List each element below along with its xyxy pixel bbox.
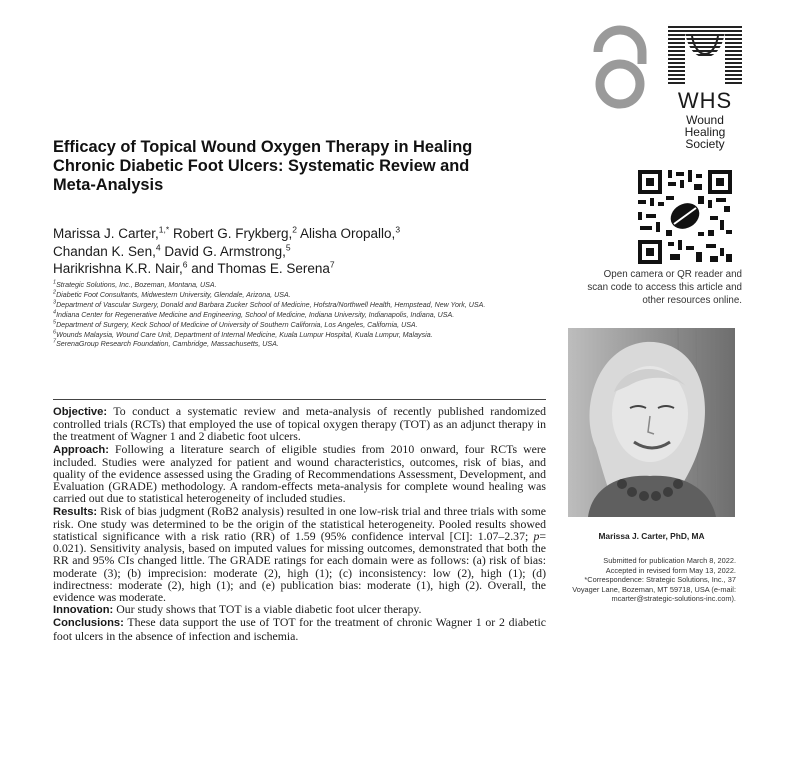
author-name[interactable]: Thomas E. Serena — [217, 261, 330, 276]
author-affiliation-marker: 5 — [285, 242, 291, 252]
accepted-date: Accepted in revised form May 13, 2022. — [605, 565, 736, 575]
affiliation-item: $^5$Department of Surgery, Keck School of Medicine of University of Southern California, Los Angeles, California, USA. — [53, 319, 418, 329]
author-list — [53, 225, 523, 278]
author-name[interactable]: Marissa J. Carter, — [53, 226, 159, 241]
affiliations — [53, 281, 545, 350]
whs-logo-letters: WHS — [677, 88, 733, 113]
affiliation-item: $^3$Department of Vascular Surgery, Donald and Barbara Zucker School of Medicine, Hofstra/Northwell Health, Hempstead, New York, USA. — [53, 299, 486, 309]
abstract-conclusions: Conclusions: These data support the use of TOT for the treatment of chronic Wagner 1 or 2 diabetic foot ulcers in the absence of infection and ischemia. — [53, 615, 546, 643]
author-name[interactable]: Chandan K. Sen, — [53, 243, 156, 259]
photo-caption: Marissa J. Carter, PhD, MA — [598, 531, 705, 541]
whs-emblem-icon — [668, 26, 742, 88]
whs-logo — [668, 26, 742, 151]
qr-caption: Open camera or QR reader and scan code to access this article and other resources online. — [587, 269, 742, 306]
whs-logo-word: Society — [685, 137, 725, 151]
abstract-innovation: Innovation: Our study shows that TOT is a viable diabetic foot ulcer therapy. — [53, 602, 422, 617]
whs-logo-word: Healing — [684, 125, 726, 139]
article-title: Efficacy of Topical Wound Oxygen Therapy in Healing Chronic Diabetic Foot Ulcers: Systematic Review and Meta-Analysis — [53, 138, 473, 194]
qr-code[interactable] — [636, 168, 734, 266]
open-access-icon — [588, 22, 656, 110]
author-affiliation-marker: 1,* — [158, 224, 170, 235]
abstract — [53, 405, 546, 642]
abstract-objective: Objective: To conduct a systematic review and meta-analysis of recently published randomized controlled trials (RCTs) that employed the use of topical oxygen therapy (TOT) as an adjunct therapy in the treatment of Wagner 1 and 2 diabetic foot ulcers. — [53, 404, 546, 444]
author-affiliation-marker: 2 — [292, 224, 297, 235]
affiliation-item: $^1$Strategic Solutions, Inc., Bozeman, Montana, USA. — [53, 279, 217, 289]
author-affiliation-marker: 7 — [329, 259, 335, 270]
submission-notes — [566, 556, 736, 604]
author-affiliation-marker: 6 — [182, 259, 188, 270]
affiliation-item: $^7$SerenaGroup Research Foundation, Cambridge, Massachusetts, USA. — [53, 339, 279, 349]
abstract-label: Objective: — [53, 406, 108, 418]
submitted-date: Submitted for publication March 8, 2022. — [603, 556, 736, 565]
correspondence: *Correspondence: Strategic Solutions, Inc., 37 Voyager Lane, Bozeman, MT 59718, USA (e-mail: mcarter@strategic-solutions-inc.com). — [572, 575, 736, 604]
author-name[interactable]: Robert G. Frykberg, — [172, 226, 293, 241]
author-affiliation-marker: 4 — [155, 242, 161, 252]
author-name[interactable]: Harikrishna K.R. Nair, — [53, 261, 183, 276]
author-name[interactable]: Alisha Oropallo, — [300, 226, 396, 241]
affiliation-item: $^6$Wounds Malaysia, Wound Care Unit, Department of Internal Medicine, Kuala Lumpur Hospital, Kuala Lumpur, Malaysia. — [53, 329, 433, 339]
abstract-label: Approach: — [53, 443, 109, 456]
author-name[interactable]: David G. Armstrong, — [164, 243, 286, 259]
abstract-label: Innovation: — [53, 604, 114, 617]
author-affiliation-marker: 3 — [395, 224, 401, 235]
whs-logo-word: Wound — [686, 113, 724, 127]
affiliation-item: $^4$Indiana Center for Regenerative Medicine and Engineering, School of Medicine, Indiana University, Indianapolis, Indiana, USA. — [53, 309, 455, 319]
section-divider — [53, 399, 546, 400]
author-photo — [568, 328, 735, 517]
abstract-label: Results: — [53, 505, 98, 518]
author-conjunction: and — [191, 261, 214, 276]
abstract-label: Conclusions: — [53, 617, 124, 630]
abstract-results: Results: Risk of bias judgment (RoB2 analysis) resulted in one low-risk trial and three trials with some risk. One study was determined to be the origin of the statistical heterogeneity. Pooled results showed statistical significance with a risk ratio (RR) of 1.59 (95% confidence interval [CI]: 1.07–2.37; p= 0.021). Sensitivity analysis, based on imputed values for missing outcomes, demonstrated that both the RR and 95% CIs changed little. The GRADE ratings for each domain were as follows: (a) risk of bias: moderate (3); (b) imprecision: moderate (2), high (1); (c) inconsistency: low (2), high (1); (d) indirectness: moderate (2), high (1); and (e) publication bias: moderate (1), high (2). Overall, the evidence was moderate. — [53, 503, 546, 605]
affiliation-item: $^2$Diabetic Foot Consultants, Midwestern University, Glendale, Arizona, USA. — [53, 289, 291, 299]
abstract-approach: Approach: Following a literature search of eligible studies from 2010 onward, four RCTs were included. Studies were analyzed for patient and wound characteristics, outcomes, risk of bias, and quality of the evidence assessed using the Grading of Recommendations Assessment, Development, and Evaluation (GRADE) methodology. A random-effects meta-analysis for complete wound healing was carried out due to statistical heterogeneity of included studies. — [53, 441, 546, 506]
